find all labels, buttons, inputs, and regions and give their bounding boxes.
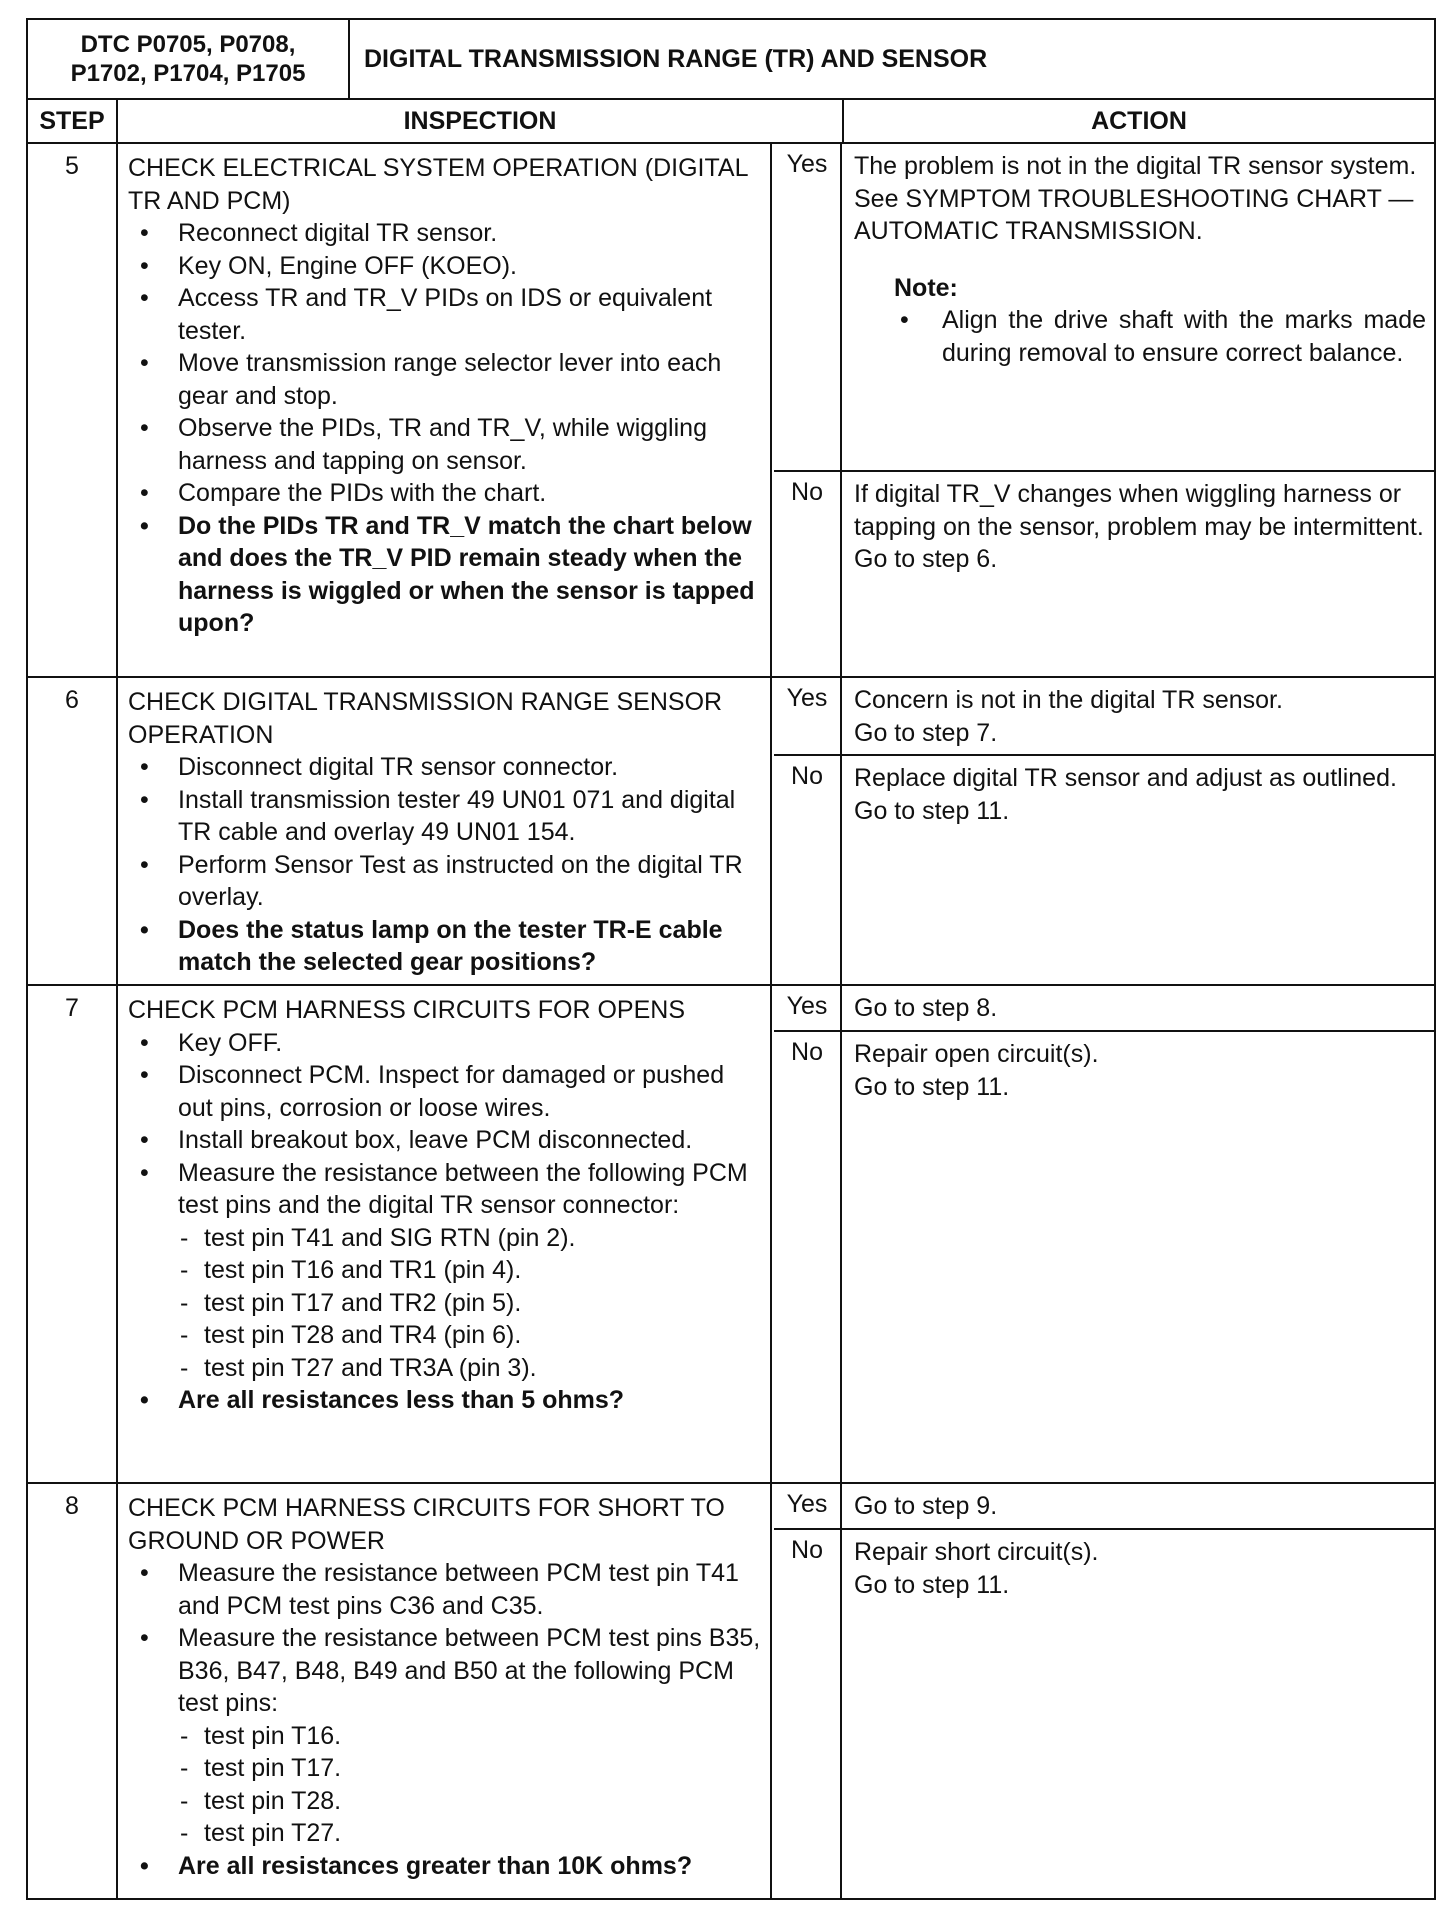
no-action (844, 1032, 1434, 1482)
inspection-cell (118, 1484, 772, 1898)
inspection-bullet: • Measure the resistance between PCM test pin T41 and PCM test pins C36 and C35. (128, 1557, 762, 1622)
inspection-cell (118, 986, 772, 1482)
action-line: Go to step 11. (854, 1072, 1010, 1101)
action-line: Replace digital TR sensor and adjust as outlined. (854, 764, 1397, 792)
inspection-bullet: • Reconnect digital TR sensor. (128, 217, 762, 250)
inspection-bullet: • Disconnect digital TR sensor connector. (128, 751, 762, 784)
no-label: No (774, 1032, 842, 1482)
dtc-codes-line-1: DTC P0705, P0708, (80, 31, 296, 58)
dtc-codes-line-2: P1702, P1704, P1705 (70, 60, 306, 87)
inspection-bullet: • Measure the resistance between the following PCM test pins and the digital TR sensor connector: (128, 1157, 762, 1222)
inspection-bullets (128, 1027, 762, 1417)
inspection-bullet: • Perform Sensor Test as instructed on the digital TR overlay. (128, 849, 762, 914)
yes-label: Yes (774, 1484, 842, 1528)
action-line: Go to step 9. (854, 1492, 998, 1520)
step-row-8 (28, 1484, 1434, 1898)
inspection-bullet: • Install transmission tester 49 UN01 071 and digital TR cable and overlay 49 UN01 154. (128, 784, 762, 849)
test-pin-item: - test pin T16. (128, 1720, 762, 1753)
action-line: If digital TR_V changes when wiggling harness or tapping on the sensor, problem may be intermittent. (854, 480, 1424, 541)
step-row-6 (28, 678, 1434, 986)
yes-action (844, 986, 1434, 1030)
step-number: 5 (28, 144, 118, 676)
action-line: Go to step 11. (854, 796, 1010, 825)
dtc-procedure-table (26, 18, 1436, 1900)
inspection-bullet: • Observe the PIDs, TR and TR_V, while wiggling harness and tapping on sensor. (128, 412, 762, 477)
no-label: No (774, 472, 842, 676)
test-pin-item: - test pin T17 and TR2 (pin 5). (128, 1287, 762, 1320)
inspection-title: CHECK DIGITAL TRANSMISSION RANGE SENSOR OPERATION (128, 688, 723, 749)
inspection-bullet: • Measure the resistance between PCM test pins B35, B36, B47, B48, B49 and B50 at the following PCM test pins: (128, 1622, 762, 1720)
action-line: Repair short circuit(s). (854, 1538, 1099, 1566)
no-action (844, 1530, 1434, 1898)
yes-label: Yes (774, 678, 842, 754)
action-line: Go to step 6. (854, 545, 998, 573)
yes-label: Yes (774, 986, 842, 1030)
inspection-question: • Do the PIDs TR and TR_V match the chart below and does the TR_V PID remain steady when the harness is wiggled or when the sensor is tapped upon? (128, 510, 762, 640)
test-pin-item: - test pin T41 and SIG RTN (pin 2). (128, 1222, 762, 1255)
action-line: Go to step 8. (854, 994, 998, 1022)
inspection-bullet: • Key OFF. (128, 1027, 762, 1060)
inspection-question: • Are all resistances less than 5 ohms? (128, 1384, 762, 1417)
inspection-question: • Are all resistances greater than 10K ohms? (128, 1850, 762, 1883)
inspection-title: CHECK PCM HARNESS CIRCUITS FOR SHORT TO GROUND OR POWER (128, 1494, 725, 1555)
test-pin-item: - test pin T27. (128, 1817, 762, 1850)
yes-action (844, 1484, 1434, 1528)
inspection-bullet: • Install breakout box, leave PCM disconnected. (128, 1124, 762, 1157)
step-row-7 (28, 986, 1434, 1484)
yes-action (844, 678, 1434, 754)
action-line: The problem is not in the digital TR sensor system. (854, 152, 1417, 180)
inspection-bullet: • Disconnect PCM. Inspect for damaged or pushed out pins, corrosion or loose wires. (128, 1059, 762, 1124)
dtc-codes-cell (28, 20, 350, 98)
step-number: 6 (28, 678, 118, 984)
inspection-bullets (128, 751, 762, 979)
inspection-bullet: • Access TR and TR_V PIDs on IDS or equivalent tester. (128, 282, 762, 347)
step-row-5 (28, 144, 1434, 678)
test-pin-item: - test pin T27 and TR3A (pin 3). (128, 1352, 762, 1385)
action-line: Go to step 7. (854, 718, 998, 747)
note-title: Note: (894, 273, 958, 302)
step-number: 7 (28, 986, 118, 1482)
no-label: No (774, 756, 842, 984)
test-pin-item: - test pin T17. (128, 1752, 762, 1785)
no-action (844, 472, 1434, 676)
page-title: DIGITAL TRANSMISSION RANGE (TR) AND SENSOR (364, 44, 988, 73)
inspection-bullets (128, 217, 762, 640)
inspection-title: CHECK PCM HARNESS CIRCUITS FOR OPENS (128, 996, 686, 1024)
column-header-inspection: INSPECTION (118, 100, 844, 142)
inspection-bullet: • Move transmission range selector lever into each gear and stop. (128, 347, 762, 412)
step-number: 8 (28, 1484, 118, 1898)
test-pin-item: - test pin T28. (128, 1785, 762, 1818)
inspection-cell (118, 678, 772, 984)
no-label: No (774, 1530, 842, 1898)
column-header-action: ACTION (1091, 106, 1187, 135)
test-pin-item: - test pin T28 and TR4 (pin 6). (128, 1319, 762, 1352)
yes-action (844, 144, 1434, 470)
action-line: Repair open circuit(s). (854, 1040, 1099, 1068)
test-pin-item: - test pin T16 and TR1 (pin 4). (128, 1254, 762, 1287)
inspection-bullets (128, 1557, 762, 1882)
inspection-bullet: • Key ON, Engine OFF (KOEO). (128, 250, 762, 283)
column-header-step: STEP (28, 100, 118, 142)
table-header (28, 20, 1434, 100)
inspection-bullet: • Compare the PIDs with the chart. (128, 477, 762, 510)
inspection-cell (118, 144, 772, 676)
note-text: • Align the drive shaft with the marks made during removal to ensure correct balance. (854, 304, 1426, 369)
column-headers (28, 100, 1434, 144)
yes-label: Yes (774, 144, 842, 470)
action-line: Concern is not in the digital TR sensor. (854, 686, 1283, 714)
no-action (844, 756, 1434, 984)
action-line: Go to step 11. (854, 1570, 1010, 1599)
inspection-question: • Does the status lamp on the tester TR-E cable match the selected gear positions? (128, 914, 762, 979)
inspection-title: CHECK ELECTRICAL SYSTEM OPERATION (DIGITAL TR AND PCM) (128, 154, 748, 215)
action-line: See SYMPTOM TROUBLESHOOTING CHART — AUTOMATIC TRANSMISSION. (854, 184, 1414, 245)
